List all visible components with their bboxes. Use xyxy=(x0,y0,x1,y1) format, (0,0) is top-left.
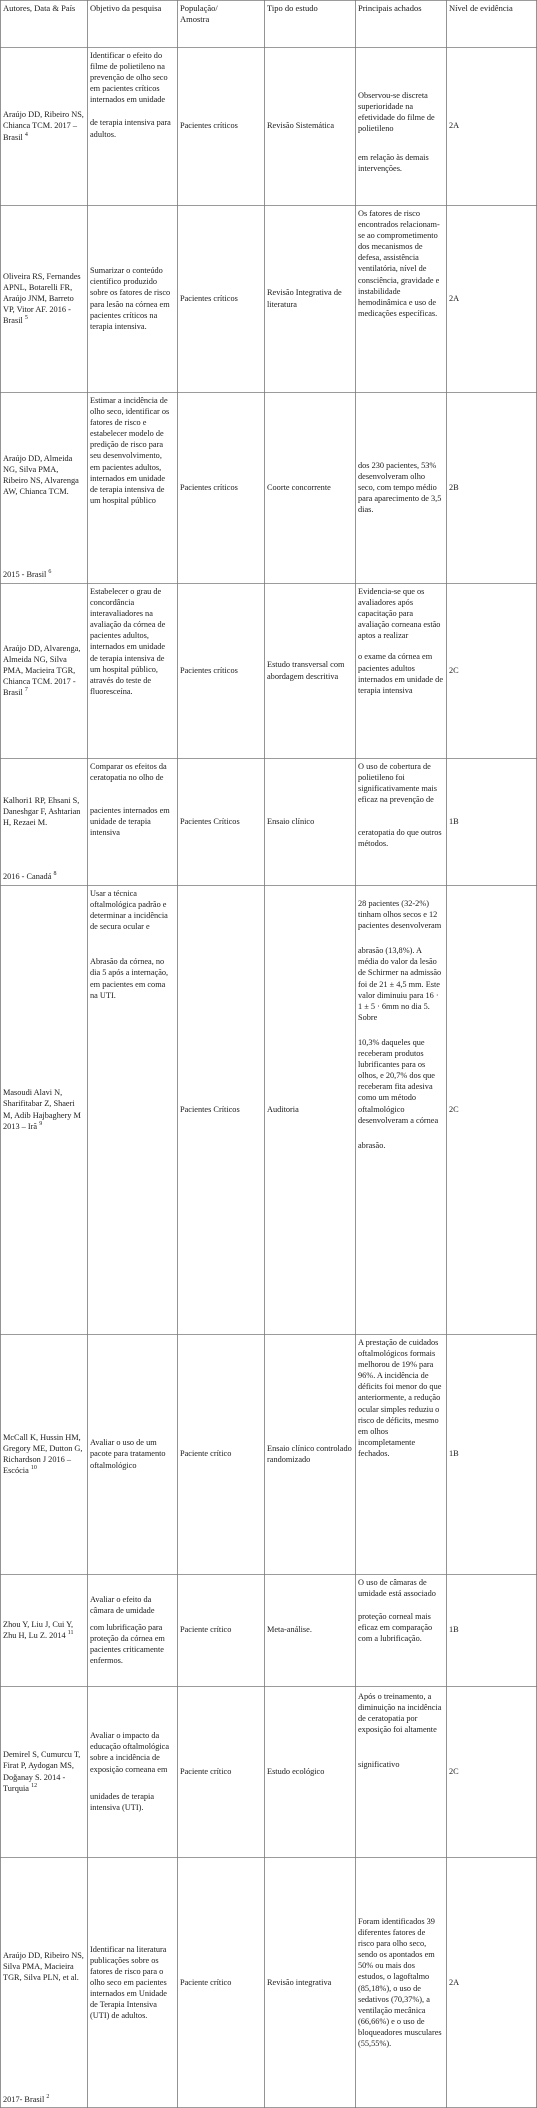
reference-superscript: 10 xyxy=(30,1465,37,1472)
objective-cell xyxy=(88,206,176,391)
level-cell xyxy=(447,1335,536,1573)
level-text: 2C xyxy=(449,1104,459,1114)
findings-cell xyxy=(356,1858,445,2107)
population-cell xyxy=(178,206,263,391)
findings-paragraph: dos 230 pacientes, 53% desenvolveram olho seco, com tempo médio para aparecimento de 3,5 dias. xyxy=(358,460,442,515)
author-citation xyxy=(3,1432,84,1476)
author-cell xyxy=(1,206,86,391)
type-cell xyxy=(265,1858,354,2107)
findings-paragraph: 10,3% daqueles que receberam produtos lubrificantes para os olhos, e 20,7% dos que receberam fita adesiva como um método oftalmológico desenvolveram a córnea xyxy=(358,1037,439,1125)
type-text: Ensaio clínico xyxy=(267,816,315,826)
author-citation xyxy=(3,271,84,326)
population-cell xyxy=(178,584,263,757)
objective-paragraph: Comparar os efeitos da ceratopatia no olho de xyxy=(90,762,167,783)
level-text: 2A xyxy=(449,293,460,303)
objective-cell xyxy=(88,886,176,1333)
level-cell xyxy=(447,1575,536,1685)
author-citation xyxy=(3,1087,84,1131)
author-citation-text: Zhou Y, Liu J, Cui Y, Zhu H, Lu Z. 2014 xyxy=(3,1619,74,1640)
level-cell xyxy=(447,206,536,391)
findings-cell xyxy=(356,393,445,582)
level-text: 1B xyxy=(449,816,459,826)
author-citation-text: Demirel S, Cumurcu T, Firat P, Aydogan MS, Doğanay S. 2014 -Turquia xyxy=(3,1750,81,1793)
findings-paragraph: 28 pacientes (32-2%) tinham olhos secos e 12 pacientes desenvolveram xyxy=(358,899,442,931)
type-cell xyxy=(265,206,354,391)
type-cell xyxy=(265,1575,354,1685)
cell-spacer xyxy=(3,393,84,453)
author-cell xyxy=(1,759,86,884)
author-names: Kalhori1 RP, Ehsani S, Daneshgar F, Ashtarian H, Rezaei M. xyxy=(3,795,81,827)
objective-paragraph: Estimar a incidência de olho seco, identificar os fatores de risco e estabelecer modelo de predição de risco para seu desenvolvimento, em pacientes adultos, internados em unidade de terapia intensiva de um hospital público xyxy=(90,396,170,505)
objective-paragraph: Estabelecer o grau de concordância interavaliadores na avaliação da córnea de pacientes adultos, internados em unidade de terapia intensiva de um hospital público, através do teste de fluoresceína. xyxy=(90,587,166,696)
population-text: Pacientes Críticos xyxy=(180,1104,240,1114)
author-year-country xyxy=(3,871,84,882)
objective-cell xyxy=(88,759,176,884)
type-text: Revisão Sistemática xyxy=(267,121,335,131)
findings-paragraph: Após o treinamento, a diminuição na incidência de ceratopatia por exposição foi altamente xyxy=(358,1692,442,1735)
population-text: Paciente crítico xyxy=(180,1766,232,1776)
findings-cell xyxy=(356,759,445,884)
type-text: Estudo transversal com abordagem descritiva xyxy=(267,660,345,681)
header-cell-findings xyxy=(356,1,445,46)
objective-paragraph: Avaliar o uso de um pacote para tratamento oftalmológico xyxy=(90,1438,166,1470)
cell-spacer xyxy=(3,1983,84,2094)
author-cell xyxy=(1,1335,86,1573)
reference-superscript: 9 xyxy=(39,1120,43,1127)
objective-paragraph: unidades de terapia intensiva (UTI). xyxy=(90,1791,155,1812)
population-text: Pacientes críticos xyxy=(180,293,238,303)
type-text: Revisão integrativa xyxy=(267,1977,332,1987)
author-citation xyxy=(3,1619,84,1641)
type-cell xyxy=(265,584,354,757)
type-text: Meta-análise. xyxy=(267,1625,312,1635)
objective-paragraph: Identificar o efeito do filme de polietileno na prevenção de olho seco em pacientes críticos internados em unidade xyxy=(90,51,168,105)
type-cell xyxy=(265,1335,354,1573)
level-text: 2A xyxy=(449,1977,460,1987)
population-cell xyxy=(178,393,263,582)
reference-superscript: 12 xyxy=(31,1782,38,1789)
type-cell xyxy=(265,886,354,1333)
reference-superscript: 11 xyxy=(67,1630,74,1637)
findings-cell xyxy=(356,48,445,204)
author-cell xyxy=(1,886,86,1333)
reference-superscript: 2 xyxy=(46,2094,50,2101)
cell-spacer xyxy=(3,828,84,871)
header-cell-author xyxy=(1,1,86,46)
objective-paragraph: Avaliar o impacto da educação oftalmológica sobre a incidência de exposição corneana em xyxy=(90,1731,170,1774)
level-text: 2C xyxy=(449,1766,459,1776)
author-names: Araújo DD, Almeida NG, Silva PMA, Ribeiro NS, Alvarenga AW, Chianca TCM. xyxy=(3,453,79,497)
cell-spacer xyxy=(3,759,84,795)
population-text: Paciente crítico xyxy=(180,1977,232,1987)
population-text: Paciente crítico xyxy=(180,1449,232,1459)
level-cell xyxy=(447,48,536,204)
objective-cell xyxy=(88,1335,176,1573)
objective-cell xyxy=(88,1687,176,1856)
objective-paragraph: pacientes internados em unidade de terapia intensiva xyxy=(90,806,170,838)
findings-cell xyxy=(356,1687,445,1856)
author-year-country-text: 2016 - Canadá xyxy=(3,871,52,881)
population-text: Pacientes críticos xyxy=(180,121,238,131)
findings-paragraph: significativo xyxy=(358,1760,400,1770)
type-cell xyxy=(265,393,354,582)
author-cell xyxy=(1,1687,86,1856)
type-text: Revisão Integrativa de literatura xyxy=(267,288,342,309)
level-text: 2A xyxy=(449,121,460,131)
population-cell xyxy=(178,759,263,884)
population-cell xyxy=(178,1575,263,1685)
findings-paragraph: Observou-se discreta superioridade na efetividade do filme de polietileno xyxy=(358,91,435,134)
author-citation-text: McCall K, Hussin HM, Gregory ME, Dutton G, Richardson J 2016 – Escócia xyxy=(3,1432,83,1476)
population-text: Paciente crítico xyxy=(180,1625,232,1635)
objective-cell xyxy=(88,48,176,204)
type-text: Estudo ecológico xyxy=(267,1766,325,1776)
level-cell xyxy=(447,886,536,1333)
cell-spacer xyxy=(3,497,84,569)
objective-paragraph: Abrasão da córnea, no dia 5 após a internação, em pacientes em coma na UTI. xyxy=(90,957,169,1000)
findings-cell xyxy=(356,1575,445,1685)
findings-cell xyxy=(356,886,445,1333)
findings-cell xyxy=(356,584,445,757)
findings-paragraph: Foram identificados 39 diferentes fatores de risco para olho seco, sendo os apontados em 50% ou mais dos estudos, o lagoftalmo (85,18%), o uso de sedativos (70,37%), a ventilação mecânica (66,66%) e o uso de bloqueadores musculares (55,55%). xyxy=(358,1916,442,2048)
objective-paragraph: Identificar na literatura publicações sobre os fatores de risco para o olho seco em pacientes internados em Unidade de Terapia Intensiva (UTI) de adultos. xyxy=(90,1944,167,2021)
level-cell xyxy=(447,1858,536,2107)
findings-paragraph: Os fatores de risco encontrados relacionam-se ao comprometimento dos mecanismos de defesa, assistência ventilatória, nível de consciência, gravidade e instabilidade hemodinâmica e uso de medicações específicas. xyxy=(358,209,440,318)
objective-paragraph: com lubrificação para proteção da córnea em pacientes criticamente enfermos. xyxy=(90,1622,165,1666)
author-names: Araújo DD, Ribeiro NS, Silva PMA, Macieira TGR, Silva PLN, et al. xyxy=(3,1951,84,1983)
column-header: Objetivo da pesquisa xyxy=(90,3,162,13)
column-header: Nível de evidência xyxy=(449,3,513,13)
author-year-country-text: 2017- Brasil xyxy=(3,2094,45,2104)
column-header: População/ Amostra xyxy=(180,3,218,25)
reference-superscript: 8 xyxy=(53,871,57,878)
population-cell xyxy=(178,1335,263,1573)
column-header: Tipo do estudo xyxy=(267,3,318,13)
cell-spacer xyxy=(3,1858,84,1950)
level-cell xyxy=(447,393,536,582)
author-citation-text: Araújo DD, Ribeiro NS, Chianca TCM. 2017 – Brasil xyxy=(3,110,84,142)
objective-cell xyxy=(88,1575,176,1685)
level-cell xyxy=(447,1687,536,1856)
header-cell-level xyxy=(447,1,536,46)
objective-paragraph: de terapia intensiva para adultos. xyxy=(90,118,171,139)
findings-paragraph: O uso de cobertura de polietileno foi significativamente mais eficaz na prevenção de xyxy=(358,762,438,805)
objective-paragraph: Usar a técnica oftalmológica padrão e determinar a incidência de secura ocular e xyxy=(90,889,168,932)
level-cell xyxy=(447,584,536,757)
author-cell xyxy=(1,1575,86,1685)
findings-paragraph: o exame da córnea em pacientes adultos internados em unidade de terapia intensiva xyxy=(358,652,444,695)
level-text: 1B xyxy=(449,1625,459,1635)
author-cell xyxy=(1,1858,86,2107)
reference-superscript: 7 xyxy=(24,687,28,694)
level-text: 2B xyxy=(449,482,459,492)
findings-paragraph: proteção corneal mais eficaz em comparação com a lubrificação. xyxy=(358,1612,433,1644)
header-cell-objective xyxy=(88,1,176,46)
author-cell xyxy=(1,393,86,582)
population-cell xyxy=(178,1858,263,2107)
population-text: Pacientes Críticos xyxy=(180,816,240,826)
author-citation-text: Masoudi Alavi N, Sharifitabar Z, Shaeri M, Adib Hajbaghery M 2013 – Irã xyxy=(3,1088,81,1131)
findings-paragraph: ceratopatia do que outros métodos. xyxy=(358,828,442,849)
column-header: Autores, Data & País xyxy=(3,3,76,13)
type-cell xyxy=(265,759,354,884)
findings-cell xyxy=(356,206,445,391)
type-cell xyxy=(265,48,354,204)
population-text: Pacientes críticos xyxy=(180,665,238,675)
author-cell xyxy=(1,584,86,757)
type-cell xyxy=(265,1687,354,1856)
author-citation xyxy=(3,1749,84,1793)
objective-cell xyxy=(88,1858,176,2107)
header-cell-type xyxy=(265,1,354,46)
author-citation-text: Oliveira RS, Fernandes APNL, Botarelli FR, Araújo JNM, Barreto VP, Vitor AF. 2016 - Brasil xyxy=(3,271,81,326)
objective-cell xyxy=(88,584,176,757)
findings-paragraph: abrasão. xyxy=(358,1140,386,1150)
population-text: Pacientes críticos xyxy=(180,482,238,492)
column-header: Principais achados xyxy=(358,3,422,13)
author-cell xyxy=(1,48,86,204)
level-cell xyxy=(447,759,536,884)
header-cell-population xyxy=(178,1,263,46)
author-citation xyxy=(3,643,84,698)
findings-paragraph: Evidencia-se que os avaliadores após capacitação para avaliação corneana estão aptos a realizar xyxy=(358,587,441,641)
findings-cell xyxy=(356,1335,445,1573)
reference-superscript: 4 xyxy=(24,131,28,138)
author-year-country xyxy=(3,569,84,580)
reference-superscript: 5 xyxy=(24,315,28,322)
type-text: Ensaio clínico controlado randomizado xyxy=(267,1443,352,1464)
author-year-country-text: 2015 - Brasil xyxy=(3,569,47,579)
type-text: Coorte concorrente xyxy=(267,482,331,492)
population-cell xyxy=(178,48,263,204)
level-text: 1B xyxy=(449,1449,459,1459)
objective-paragraph: Avaliar o efeito da câmara de umidade xyxy=(90,1594,155,1615)
level-text: 2C xyxy=(449,665,459,675)
author-citation xyxy=(3,109,84,142)
author-citation-text: Araújo DD, Alvarenga, Almeida NG, Silva PMA, Macieira TGR, Chianca TCM. 2017 - Brasil xyxy=(3,643,81,698)
findings-paragraph: O uso de câmaras de umidade está associado xyxy=(358,1578,436,1599)
findings-paragraph: em relação às demais intervenções. xyxy=(358,153,429,174)
findings-paragraph: A prestação de cuidados oftalmológicos formais melhorou de 19% para 96%. A incidência de déficits foi menor do que anteriormente, a redução ocular simples reduziu o risco de déficits, mesmo em olhos incompletamente fechados. xyxy=(358,1338,442,1458)
type-text: Auditoria xyxy=(267,1104,299,1114)
objective-paragraph: Sumarizar o conteúdo científico produzido sobre os fatores de risco para lesão na córnea em pacientes críticos na terapia intensiva. xyxy=(90,266,171,331)
findings-paragraph: abrasão (13,8%). A média do valor da lesão de Schirmer na admissão foi de 21 ± 4,5 mm. Este valor diminuiu para 16 · 1 ± 5 · 6mm no dia 5. Sobre xyxy=(358,946,442,1022)
objective-cell xyxy=(88,393,176,582)
population-cell xyxy=(178,886,263,1333)
reference-superscript: 6 xyxy=(48,569,52,576)
population-cell xyxy=(178,1687,263,1856)
author-year-country xyxy=(3,2094,84,2105)
